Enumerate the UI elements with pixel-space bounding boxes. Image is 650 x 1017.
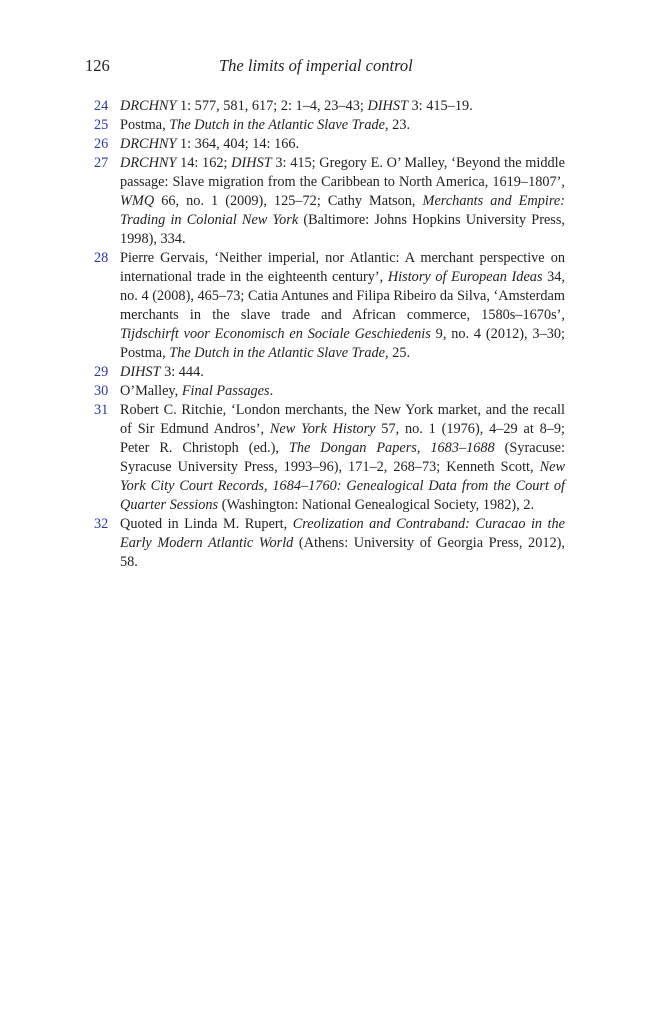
endnote-number-link[interactable]: 27 bbox=[94, 155, 109, 171]
endnote-italic-segment: New York History bbox=[269, 421, 376, 437]
endnote-item bbox=[85, 116, 565, 135]
endnote-italic-segment: DRCHNY bbox=[120, 136, 177, 152]
endnote-italic-segment: New York City Court Records, 1684–1760: Genealogical Data from the Court of Quarter Sessions bbox=[120, 459, 565, 513]
endnote-number-link[interactable]: 24 bbox=[94, 98, 109, 114]
endnote-segment: . bbox=[269, 383, 274, 399]
endnotes-list bbox=[85, 97, 565, 572]
endnote-item bbox=[85, 382, 565, 401]
endnote-segment: Pierre Gervais, ‘Neither imperial, nor Atlantic: A merchant perspective on international trade in the eighteenth century’, bbox=[120, 250, 565, 285]
endnote-segment: Quoted in Linda M. Rupert, bbox=[120, 516, 293, 532]
endnote-text bbox=[120, 401, 565, 515]
endnote-italic-segment: DIHST bbox=[231, 155, 272, 171]
endnote-italic-segment: Merchants and Empire: Trading in Colonial New York bbox=[120, 193, 566, 228]
endnote-segment: , 23. bbox=[385, 117, 411, 133]
endnote-text bbox=[120, 515, 565, 572]
endnote-segment: (Baltimore: Johns Hopkins University Press, 1998), 334. bbox=[120, 212, 565, 247]
endnote-italic-segment: The Dutch in the Atlantic Slave Trade bbox=[169, 117, 386, 133]
endnote-text bbox=[120, 116, 565, 135]
endnote-italic-segment: DIHST bbox=[367, 98, 408, 114]
endnote-segment: 3: 415–19. bbox=[407, 98, 473, 114]
endnote-segment: 3: 415; Gregory E. O’ Malley, ‘Beyond the middle passage: Slave migration from the Caribbean to North America, 1619–1807’, bbox=[120, 155, 565, 190]
endnote-text bbox=[120, 249, 565, 363]
running-title: The limits of imperial control bbox=[219, 56, 413, 75]
endnote-text bbox=[120, 135, 565, 154]
page-number: 126 bbox=[85, 56, 110, 75]
endnote-italic-segment: WMQ bbox=[120, 193, 155, 209]
endnote-text bbox=[120, 363, 565, 382]
endnote-item bbox=[85, 97, 565, 116]
endnote-italic-segment: DIHST bbox=[120, 364, 161, 380]
endnote-number-link[interactable]: 29 bbox=[94, 364, 109, 380]
endnote-segment: 1: 577, 581, 617; 2: 1–4, 23–43; bbox=[176, 98, 368, 114]
endnote-segment: 66, no. 1 (2009), 125–72; Cathy Matson, bbox=[154, 193, 423, 209]
endnote-text bbox=[120, 154, 565, 249]
endnote-segment: 57, no. 1 (1976), 4–29 at 8–9; Peter R. Christoph (ed.), bbox=[120, 421, 566, 456]
endnote-number-link[interactable]: 28 bbox=[94, 250, 109, 266]
endnote-segment: 9, no. 4 (2012), 3–30; Postma, bbox=[120, 326, 565, 361]
endnote-segment: (Washington: National Genealogical Society, 1982), 2. bbox=[218, 497, 535, 513]
endnote-item bbox=[85, 154, 565, 249]
endnote-segment: O’Malley, bbox=[120, 383, 182, 399]
endnote-number-link[interactable]: 30 bbox=[94, 383, 109, 399]
endnote-italic-segment: The Dongan Papers, 1683–1688 bbox=[288, 440, 495, 456]
endnote-italic-segment: DRCHNY bbox=[120, 98, 177, 114]
endnote-segment: (Syracuse: Syracuse University Press, 1993–96), 171–2, 268–73; Kenneth Scott, bbox=[120, 440, 565, 475]
endnote-segment: Robert C. Ritchie, ‘London merchants, the New York market, and the recall of Sir Edmund Andros’, bbox=[120, 402, 565, 437]
endnote-segment: Postma, bbox=[120, 117, 170, 133]
endnote-text bbox=[120, 97, 565, 116]
endnote-number-link[interactable]: 32 bbox=[94, 516, 109, 532]
endnote-text bbox=[120, 382, 565, 401]
endnote-segment: , 25. bbox=[385, 345, 411, 361]
endnote-number-link[interactable]: 31 bbox=[94, 402, 109, 418]
endnote-segment: 1: 364, 404; 14: 166. bbox=[176, 136, 300, 152]
endnote-italic-segment: DRCHNY bbox=[120, 155, 177, 171]
endnote-italic-segment: Tijdschirft voor Economisch en Sociale Geschiedenis bbox=[120, 326, 431, 342]
endnote-italic-segment: History of European Ideas bbox=[387, 269, 543, 285]
endnote-item bbox=[85, 363, 565, 382]
page-header bbox=[85, 56, 565, 80]
endnote-item bbox=[85, 515, 565, 572]
endnote-segment: 14: 162; bbox=[176, 155, 232, 171]
endnote-italic-segment: The Dutch in the Atlantic Slave Trade bbox=[169, 345, 386, 361]
endnote-item bbox=[85, 249, 565, 363]
endnote-segment: 34, no. 4 (2008), 465–73; Catia Antunes and Filipa Ribeiro da Silva, ‘Amsterdam merchants in the slave trade and African commerce, 1580s–1670s’, bbox=[120, 269, 565, 323]
endnote-italic-segment: Creolization and Contraband: Curacao in the Early Modern Atlantic World bbox=[120, 516, 566, 551]
endnote-item bbox=[85, 135, 565, 154]
endnote-item bbox=[85, 401, 565, 515]
endnote-segment: (Athens: University of Georgia Press, 2012), 58. bbox=[120, 535, 565, 570]
endnote-segment: 3: 444. bbox=[160, 364, 204, 380]
endnote-number-link[interactable]: 25 bbox=[94, 117, 109, 133]
endnote-number-link[interactable]: 26 bbox=[94, 136, 109, 152]
endnote-italic-segment: Final Passages bbox=[181, 383, 270, 399]
